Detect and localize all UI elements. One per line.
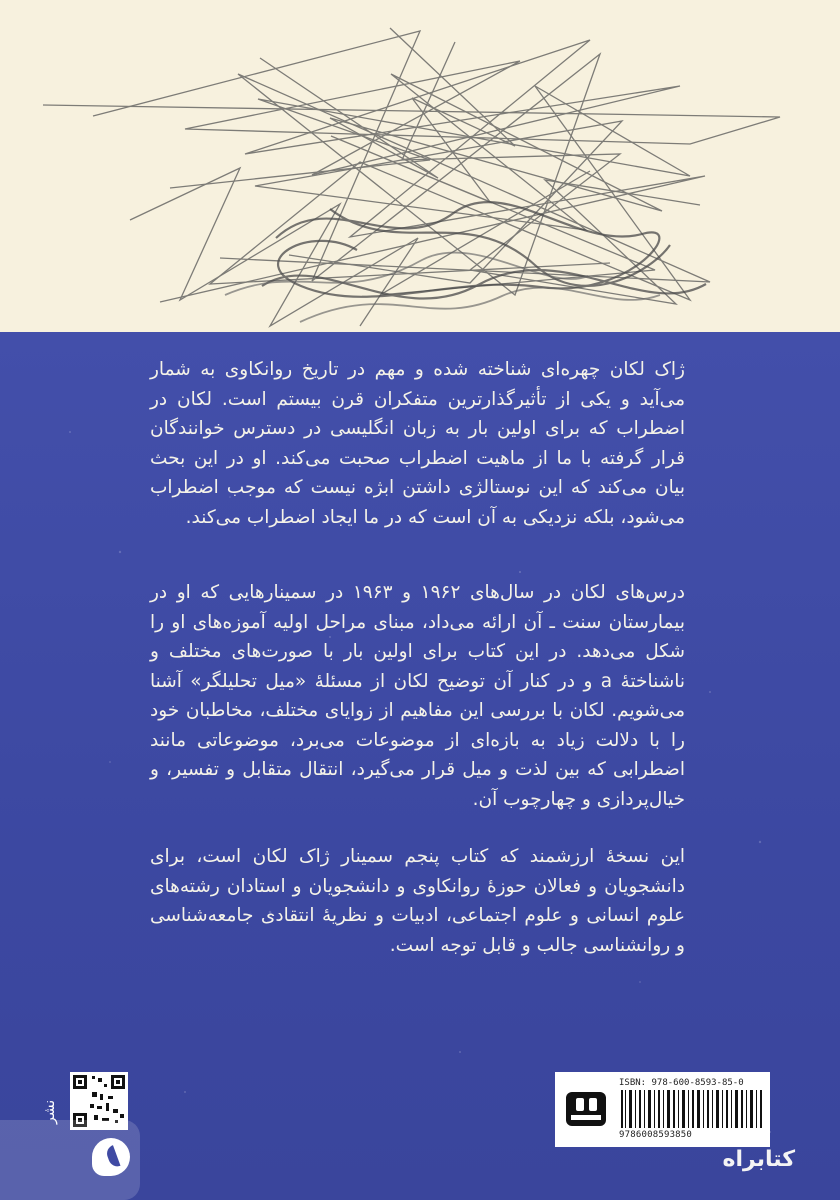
store-name[interactable]: کتابراه bbox=[722, 1147, 795, 1172]
isbn-label: ISBN: 978-600-8593-85-0 bbox=[619, 1078, 744, 1088]
barcode-number: 9786008593850 bbox=[619, 1130, 693, 1140]
description-paragraph-1 bbox=[150, 355, 685, 532]
paragraph-3-text: این نسخهٔ ارزشمند که کتاب پنجم سمینار ژاک لکان است، برای دانشجویان و فعالان حوزهٔ روانکاوی و دانشجویان و استادان رشته‌های علوم انسانی و علوم اجتماعی، ادبیات و نظریهٔ انتقادی جامعه‌شناسی و روانشناسی جالب و قابل توجه است. bbox=[150, 846, 685, 956]
barcode-panel bbox=[555, 1072, 770, 1147]
publisher-logo bbox=[563, 1086, 613, 1136]
text-panel bbox=[0, 332, 840, 1200]
scribble-artwork bbox=[0, 0, 840, 332]
abstract-scribble-area bbox=[0, 0, 840, 332]
paragraph-2-text: درس‌های لکان در سال‌های ۱۹۶۲ و ۱۹۶۳ در سمینارهایی که او در بیمارستان سنت ـ آن ارائه می‌داد، مبنای مراحل اولیه آموزه‌های او را شکل می‌دهد. در این کتاب برای اولین بار با صورت‌های مختلف و ناشناختهٔ a و در کنار آن توضیح لکان از مسئلهٔ «میل تحلیلگر» آشنا می‌شویم. لکان با بررسی این مفاهیم از زوایای مختلف، مخاطبان خود را با دلالت زیاد به بازه‌ای از موضوعات می‌برد، موضوعاتی مانند اضطرابی که بین لذت و میل قرار می‌گیرد، انتقال متقابل و تفسیر، و خیال‌پردازی و چهارچوب آن. bbox=[150, 582, 685, 810]
description-paragraph-2 bbox=[150, 578, 685, 814]
description-paragraph-3 bbox=[150, 842, 685, 960]
barcode-lines bbox=[619, 1090, 764, 1128]
paragraph-1-text: ژاک لکان چهره‌ای شناخته شده و مهم در تاریخ روانکاوی به شمار می‌آید و یکی از تأثیرگذارترین متفکران قرن بیستم است. لکان در اضطراب که برای اولین بار به زبان انگلیسی در دسترس خوانندگان قرار گرفته با ما از ماهیت اضطراب صحبت می‌کند. او در این بحث بیان می‌کند که این نوستالژی داشتن ابژه نیست که موجب اضطراب می‌شود، بلکه نزدیکی به آن است که در ما ایجاد اضطراب می‌کند. bbox=[150, 359, 685, 528]
publisher-vertical-label: نشر bbox=[42, 1099, 58, 1125]
